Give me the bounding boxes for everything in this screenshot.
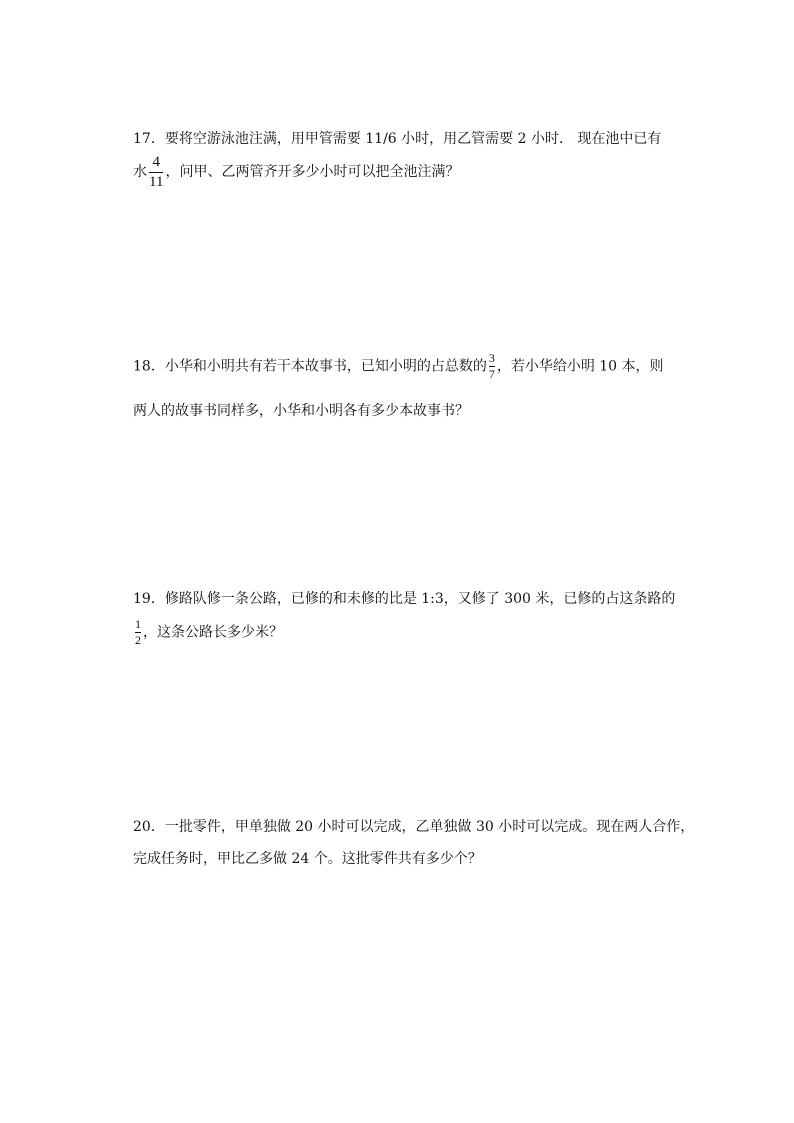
question-17-line2 xyxy=(133,154,459,190)
fraction-3-7 xyxy=(489,352,495,381)
fraction-numerator: 4 xyxy=(152,154,160,170)
question-17-line1: 17．要将空游泳池注满，用甲管需要 11/6 小时，用乙管需要 2 小时． 现在池中已有 xyxy=(133,131,662,147)
fraction-numerator: 1 xyxy=(135,617,141,631)
question-18-line1-pre: 18．小华和小明共有若干本故事书，已知小明的占总数的 xyxy=(133,358,487,375)
question-17-line2-pre: 水 xyxy=(133,164,147,180)
question-19-line1: 19．修路队修一条公路，已修的和未修的比是 1:3，又修了 300 米，已修的占这条路的 xyxy=(133,591,676,607)
question-17-line2-post: ，问甲、乙两管齐开多少小时可以把全池注满？ xyxy=(165,164,460,180)
question-18-line1 xyxy=(133,352,664,381)
fraction-denominator: 2 xyxy=(135,633,141,648)
question-20-line1: 20．一批零件，甲单独做 20 小时可以完成，乙单独做 30 小时可以完成。现在两人合作， xyxy=(133,819,695,835)
question-18-line2: 两人的故事书同样多，小华和小明各有多少本故事书？ xyxy=(133,403,469,419)
fraction-numerator: 3 xyxy=(488,351,495,365)
fraction-1-2 xyxy=(135,618,141,647)
question-20-line2: 完成任务时，甲比乙多做 24 个。这批零件共有多少个？ xyxy=(133,851,482,867)
question-19-line2-post: ，这条公路长多少米？ xyxy=(143,624,283,641)
fraction-denominator: 7 xyxy=(488,367,495,382)
question-18-line1-post: ，若小华给小明 10 本，则 xyxy=(496,358,664,375)
question-19-line2 xyxy=(133,618,283,647)
fraction-denominator: 11 xyxy=(149,173,164,190)
fraction-4-11 xyxy=(149,154,163,190)
